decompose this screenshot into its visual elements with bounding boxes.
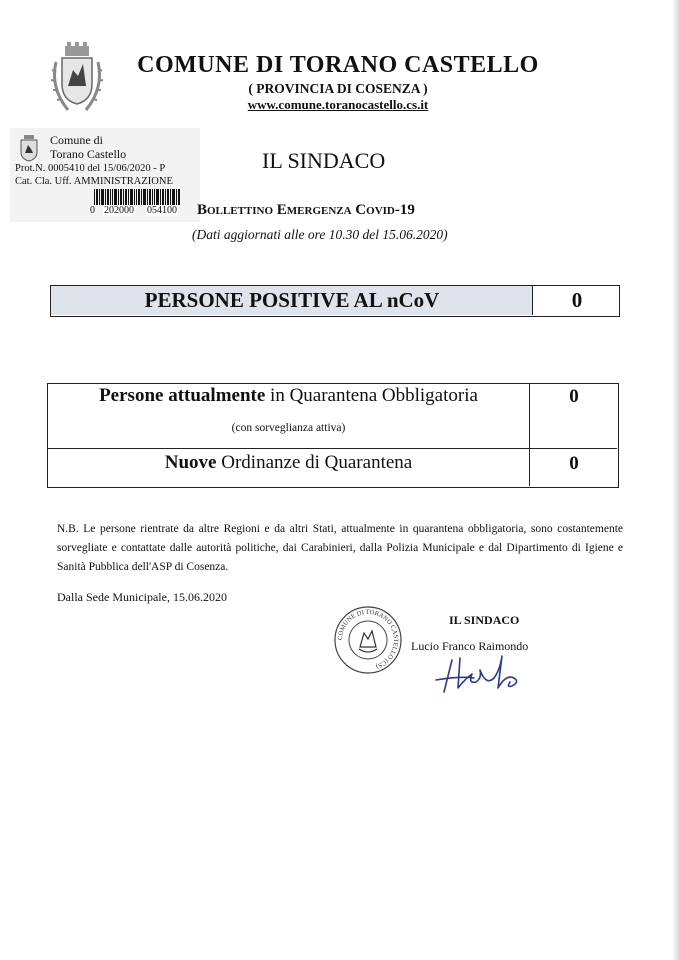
municipality-title: COMUNE DI TORANO CASTELLO (137, 52, 539, 78)
website-link[interactable]: www.comune.toranocastello.cs.it (247, 97, 429, 112)
quarantine-current-label (48, 385, 529, 407)
barcode (94, 189, 180, 205)
signatory-name: Lucio Franco Raimondo (411, 639, 529, 653)
barcode-prefix: 0 (90, 205, 95, 216)
stamp-name-line1: Comune di (50, 133, 103, 147)
municipal-crest-icon (48, 40, 106, 118)
stamp-crest-icon (18, 134, 40, 162)
place-date: Dalla Sede Municipale, 15.06.2020 (57, 590, 227, 604)
handwritten-signature (430, 648, 540, 696)
protocol-number: Prot.N. 0005410 del 15/06/2020 - P (15, 163, 166, 174)
positive-cases-label: PERSONE POSITIVE AL nCoV (144, 288, 440, 312)
barcode-number-1: 202000 (104, 205, 134, 216)
update-timestamp: (Dati aggiornati alle ore 10.30 del 15.06.2020) (192, 227, 448, 242)
municipal-seal-icon (333, 605, 403, 675)
quarantine-current-value: 0 (569, 386, 579, 407)
quarantine-new-orders-label-bold: Nuove (164, 452, 217, 473)
quarantine-current-label-bold: Persone attualmente (99, 385, 266, 406)
positive-cases-table (50, 285, 620, 317)
protocol-stamp (10, 128, 200, 222)
quarantine-table (47, 383, 619, 488)
quarantine-current-label-rest: in Quarantena Obbligatoria (265, 385, 478, 406)
signature-title: IL SINDACO (449, 613, 520, 627)
province-subtitle: ( PROVINCIA DI COSENZA ) (248, 81, 428, 96)
barcode-number-2: 054100 (147, 205, 177, 216)
quarantine-new-orders-label-rest: Ordinanze di Quarantena (216, 452, 413, 473)
protocol-classification: Cat. Cla. Uff. AMMINISTRAZIONE (15, 176, 173, 187)
bulletin-title: Bollettino Emergenza Covid-19 (197, 202, 415, 218)
quarantine-new-orders-label (48, 452, 529, 474)
seal-text: COMUNE DI TORANO CASTELLO (CS) (336, 608, 400, 670)
note-paragraph: N.B. Le persone rientrate da altre Regioni e da altri Stati, attualmente in quarantena obbligatoria, sono costantemente sorvegliate e contattate dalle autorità politiche, dai Carabinieri, dalla Polizia Municipale e dal Dipartimento di Igiene e Sanità Pubblica dell'ASP di Cosenza. (57, 523, 623, 573)
positive-cases-value: 0 (571, 288, 583, 312)
quarantine-new-orders-value: 0 (569, 453, 579, 474)
scan-edge-shadow (672, 0, 679, 960)
stamp-name-line2: Torano Castello (50, 147, 127, 161)
sindaco-heading: IL SINDACO (262, 148, 386, 173)
quarantine-current-note: (con sorveglianza attiva) (231, 422, 346, 434)
table-row-divider (48, 448, 617, 449)
